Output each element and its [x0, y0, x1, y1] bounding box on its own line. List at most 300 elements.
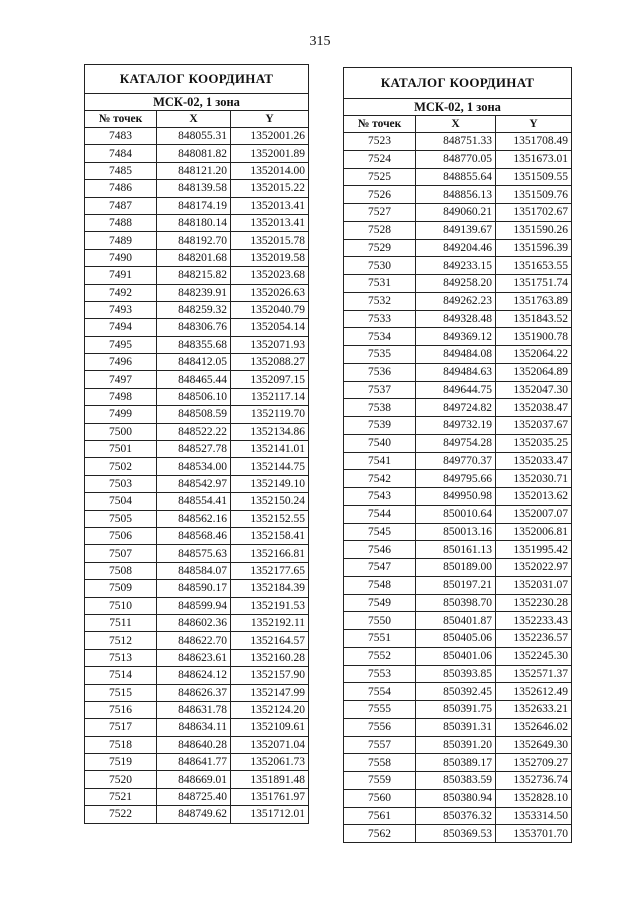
table-row: [344, 807, 572, 825]
table-row: [85, 458, 309, 475]
table-row: [85, 580, 309, 597]
table-row: [85, 336, 309, 353]
point-number-cell: 7544: [344, 505, 416, 523]
table-row: [344, 665, 572, 683]
point-number-cell: 7484: [85, 145, 157, 162]
y-coordinate-cell: 1351843.52: [496, 310, 572, 328]
point-number-cell: 7515: [85, 684, 157, 701]
table-body: [85, 128, 309, 824]
x-coordinate-cell: 850010.64: [416, 505, 496, 523]
table-row: [85, 284, 309, 301]
point-number-cell: 7532: [344, 292, 416, 310]
point-number-cell: 7488: [85, 214, 157, 231]
x-coordinate-cell: 850393.85: [416, 665, 496, 683]
x-coordinate-cell: 848554.41: [157, 493, 231, 510]
y-coordinate-cell: 1353701.70: [496, 825, 572, 843]
y-coordinate-cell: 1351509.55: [496, 168, 572, 186]
y-coordinate-cell: 1352157.90: [231, 667, 309, 684]
x-coordinate-cell: 848640.28: [157, 736, 231, 753]
y-coordinate-cell: 1352736.74: [496, 772, 572, 790]
y-coordinate-cell: 1352124.20: [231, 701, 309, 718]
y-coordinate-cell: 1351590.26: [496, 221, 572, 239]
coordinate-catalog-table: [84, 64, 309, 824]
point-number-cell: 7519: [85, 754, 157, 771]
table-row: [85, 128, 309, 145]
point-number-cell: 7501: [85, 441, 157, 458]
table-row: [85, 632, 309, 649]
point-number-cell: 7499: [85, 406, 157, 423]
table-row: [344, 488, 572, 506]
coordinate-system-zone: МСК-02, 1 зона: [344, 99, 572, 116]
y-coordinate-cell: 1352646.02: [496, 718, 572, 736]
x-coordinate-cell: 850389.17: [416, 754, 496, 772]
y-coordinate-cell: 1352191.53: [231, 597, 309, 614]
x-coordinate-cell: 848562.16: [157, 510, 231, 527]
x-coordinate-cell: 849795.66: [416, 470, 496, 488]
x-coordinate-cell: 848641.77: [157, 754, 231, 771]
x-coordinate-cell: 848081.82: [157, 145, 231, 162]
point-number-cell: 7559: [344, 772, 416, 790]
x-coordinate-cell: 850392.45: [416, 683, 496, 701]
table-row: [344, 204, 572, 222]
table-row: [85, 736, 309, 753]
x-coordinate-cell: 848669.01: [157, 771, 231, 788]
y-coordinate-cell: 1352022.97: [496, 559, 572, 577]
x-coordinate-cell: 848622.70: [157, 632, 231, 649]
x-coordinate-cell: 848522.22: [157, 423, 231, 440]
y-coordinate-cell: 1352709.27: [496, 754, 572, 772]
point-number-cell: 7496: [85, 354, 157, 371]
y-coordinate-cell: 1352233.43: [496, 612, 572, 630]
x-coordinate-cell: 848568.46: [157, 527, 231, 544]
y-coordinate-cell: 1352097.15: [231, 371, 309, 388]
x-coordinate-cell: 848856.13: [416, 186, 496, 204]
x-coordinate-cell: 849369.12: [416, 328, 496, 346]
y-coordinate-cell: 1352134.86: [231, 423, 309, 440]
point-number-cell: 7531: [344, 275, 416, 293]
point-number-cell: 7552: [344, 647, 416, 665]
point-number-cell: 7500: [85, 423, 157, 440]
x-coordinate-cell: 848751.33: [416, 133, 496, 151]
y-coordinate-cell: 1352184.39: [231, 580, 309, 597]
table-row: [85, 180, 309, 197]
point-number-cell: 7535: [344, 346, 416, 364]
x-coordinate-cell: 848599.94: [157, 597, 231, 614]
table-row: [85, 719, 309, 736]
table-row: [85, 162, 309, 179]
catalog-title: КАТАЛОГ КООРДИНАТ: [85, 65, 309, 94]
y-coordinate-cell: 1352192.11: [231, 614, 309, 631]
table-row: [85, 806, 309, 823]
point-number-cell: 7508: [85, 562, 157, 579]
table-row: [344, 825, 572, 843]
table-row: [85, 301, 309, 318]
y-coordinate-cell: 1351900.78: [496, 328, 572, 346]
table-row: [85, 232, 309, 249]
x-coordinate-cell: 848584.07: [157, 562, 231, 579]
point-number-cell: 7529: [344, 239, 416, 257]
table-row: [85, 319, 309, 336]
y-coordinate-cell: 1352064.89: [496, 363, 572, 381]
x-coordinate-cell: 848631.78: [157, 701, 231, 718]
x-coordinate-cell: 848527.78: [157, 441, 231, 458]
x-coordinate-cell: 848623.61: [157, 649, 231, 666]
page-number: 315: [309, 34, 331, 49]
point-number-cell: 7528: [344, 221, 416, 239]
point-number-cell: 7538: [344, 399, 416, 417]
y-coordinate-cell: 1352571.37: [496, 665, 572, 683]
table-row: [344, 541, 572, 559]
y-coordinate-cell: 1352160.28: [231, 649, 309, 666]
table-row: [85, 475, 309, 492]
point-number-cell: 7554: [344, 683, 416, 701]
y-coordinate-cell: 1351712.01: [231, 806, 309, 823]
point-number-cell: 7541: [344, 452, 416, 470]
x-coordinate-cell: 850369.53: [416, 825, 496, 843]
table-row: [85, 249, 309, 266]
y-coordinate-cell: 1352152.55: [231, 510, 309, 527]
x-coordinate-cell: 849950.98: [416, 488, 496, 506]
x-coordinate-cell: 848506.10: [157, 388, 231, 405]
x-coordinate-cell: 850405.06: [416, 630, 496, 648]
table-row: [85, 371, 309, 388]
table-row: [85, 788, 309, 805]
point-number-cell: 7503: [85, 475, 157, 492]
point-number-cell: 7536: [344, 363, 416, 381]
y-coordinate-cell: 1351673.01: [496, 150, 572, 168]
x-coordinate-cell: 850401.87: [416, 612, 496, 630]
x-coordinate-cell: 848725.40: [157, 788, 231, 805]
table-row: [344, 292, 572, 310]
y-coordinate-cell: 1352014.00: [231, 162, 309, 179]
table-row: [344, 310, 572, 328]
point-number-cell: 7523: [344, 133, 416, 151]
table-row: [344, 346, 572, 364]
table-row: [344, 239, 572, 257]
table-row: [85, 493, 309, 510]
y-coordinate-cell: 1351596.39: [496, 239, 572, 257]
table-row: [85, 197, 309, 214]
y-coordinate-cell: 1353314.50: [496, 807, 572, 825]
y-coordinate-cell: 1351761.97: [231, 788, 309, 805]
y-coordinate-cell: 1352006.81: [496, 523, 572, 541]
catalog-title: КАТАЛОГ КООРДИНАТ: [344, 68, 572, 99]
point-number-cell: 7537: [344, 381, 416, 399]
column-header-x: X: [157, 111, 231, 128]
column-header-y: Y: [231, 111, 309, 128]
x-coordinate-cell: 850398.70: [416, 594, 496, 612]
table-row: [85, 597, 309, 614]
point-number-cell: 7530: [344, 257, 416, 275]
x-coordinate-cell: 848770.05: [416, 150, 496, 168]
x-coordinate-cell: 848624.12: [157, 667, 231, 684]
x-coordinate-cell: 848602.36: [157, 614, 231, 631]
x-coordinate-cell: 849258.20: [416, 275, 496, 293]
point-number-cell: 7556: [344, 718, 416, 736]
coordinate-system-zone: МСК-02, 1 зона: [85, 94, 309, 111]
x-coordinate-cell: 849328.48: [416, 310, 496, 328]
x-coordinate-cell: 848542.97: [157, 475, 231, 492]
x-coordinate-cell: 850383.59: [416, 772, 496, 790]
point-number-cell: 7549: [344, 594, 416, 612]
y-coordinate-cell: 1351509.76: [496, 186, 572, 204]
y-coordinate-cell: 1352031.07: [496, 576, 572, 594]
table-row: [344, 452, 572, 470]
table-row: [344, 630, 572, 648]
table-row: [344, 789, 572, 807]
point-number-cell: 7555: [344, 701, 416, 719]
point-number-cell: 7514: [85, 667, 157, 684]
y-coordinate-cell: 1351995.42: [496, 541, 572, 559]
y-coordinate-cell: 1352001.89: [231, 145, 309, 162]
y-coordinate-cell: 1351702.67: [496, 204, 572, 222]
x-coordinate-cell: 850189.00: [416, 559, 496, 577]
point-number-cell: 7493: [85, 301, 157, 318]
point-number-cell: 7547: [344, 559, 416, 577]
y-coordinate-cell: 1352015.78: [231, 232, 309, 249]
table-row: [344, 470, 572, 488]
x-coordinate-cell: 848412.05: [157, 354, 231, 371]
point-number-cell: 7557: [344, 736, 416, 754]
x-coordinate-cell: 848215.82: [157, 267, 231, 284]
point-number-cell: 7558: [344, 754, 416, 772]
x-coordinate-cell: 849754.28: [416, 434, 496, 452]
x-coordinate-cell: 850391.20: [416, 736, 496, 754]
table-row: [85, 771, 309, 788]
table-row: [344, 417, 572, 435]
table-row: [85, 701, 309, 718]
point-number-cell: 7527: [344, 204, 416, 222]
x-coordinate-cell: 848055.31: [157, 128, 231, 145]
y-coordinate-cell: 1352150.24: [231, 493, 309, 510]
table-row: [85, 545, 309, 562]
table-row: [344, 559, 572, 577]
y-coordinate-cell: 1352054.14: [231, 319, 309, 336]
y-coordinate-cell: 1352047.30: [496, 381, 572, 399]
point-number-cell: 7560: [344, 789, 416, 807]
y-coordinate-cell: 1352166.81: [231, 545, 309, 562]
point-number-cell: 7504: [85, 493, 157, 510]
table-row: [85, 527, 309, 544]
x-coordinate-cell: 849233.15: [416, 257, 496, 275]
table-row: [344, 221, 572, 239]
x-coordinate-cell: 848121.20: [157, 162, 231, 179]
table-row: [85, 406, 309, 423]
y-coordinate-cell: 1352236.57: [496, 630, 572, 648]
y-coordinate-cell: 1352035.25: [496, 434, 572, 452]
y-coordinate-cell: 1352001.26: [231, 128, 309, 145]
table-row: [344, 576, 572, 594]
point-number-cell: 7526: [344, 186, 416, 204]
point-number-cell: 7502: [85, 458, 157, 475]
y-coordinate-cell: 1352015.22: [231, 180, 309, 197]
x-coordinate-cell: 848192.70: [157, 232, 231, 249]
table-row: [344, 381, 572, 399]
table-row: [344, 505, 572, 523]
table-row: [344, 736, 572, 754]
point-number-cell: 7485: [85, 162, 157, 179]
x-coordinate-cell: 849724.82: [416, 399, 496, 417]
table-row: [85, 684, 309, 701]
x-coordinate-cell: 850161.13: [416, 541, 496, 559]
table-row: [344, 718, 572, 736]
point-number-cell: 7524: [344, 150, 416, 168]
point-number-cell: 7487: [85, 197, 157, 214]
table-row: [85, 441, 309, 458]
x-coordinate-cell: 849484.63: [416, 363, 496, 381]
y-coordinate-cell: 1351891.48: [231, 771, 309, 788]
point-number-cell: 7483: [85, 128, 157, 145]
column-header-y: Y: [496, 116, 572, 133]
x-coordinate-cell: 849139.67: [416, 221, 496, 239]
table-row: [344, 363, 572, 381]
point-number-cell: 7539: [344, 417, 416, 435]
point-number-cell: 7525: [344, 168, 416, 186]
y-coordinate-cell: 1352037.67: [496, 417, 572, 435]
x-coordinate-cell: 849770.37: [416, 452, 496, 470]
point-number-cell: 7486: [85, 180, 157, 197]
table-row: [344, 328, 572, 346]
x-coordinate-cell: 850380.94: [416, 789, 496, 807]
y-coordinate-cell: 1352019.58: [231, 249, 309, 266]
column-header-point-number: № точек: [344, 116, 416, 133]
table-row: [344, 399, 572, 417]
point-number-cell: 7507: [85, 545, 157, 562]
x-coordinate-cell: 848259.32: [157, 301, 231, 318]
x-coordinate-cell: 849732.19: [416, 417, 496, 435]
y-coordinate-cell: 1352117.14: [231, 388, 309, 405]
x-coordinate-cell: 848749.62: [157, 806, 231, 823]
point-number-cell: 7553: [344, 665, 416, 683]
table-row: [344, 594, 572, 612]
x-coordinate-cell: 850013.16: [416, 523, 496, 541]
y-coordinate-cell: 1352141.01: [231, 441, 309, 458]
table-row: [85, 214, 309, 231]
table-row: [85, 267, 309, 284]
x-coordinate-cell: 848139.58: [157, 180, 231, 197]
y-coordinate-cell: 1352144.75: [231, 458, 309, 475]
x-coordinate-cell: 849060.21: [416, 204, 496, 222]
point-number-cell: 7511: [85, 614, 157, 631]
point-number-cell: 7492: [85, 284, 157, 301]
table-row: [85, 145, 309, 162]
x-coordinate-cell: 850391.75: [416, 701, 496, 719]
coordinate-catalog-table: [343, 67, 572, 843]
table-row: [85, 562, 309, 579]
table-row: [85, 754, 309, 771]
point-number-cell: 7489: [85, 232, 157, 249]
point-number-cell: 7522: [85, 806, 157, 823]
table-row: [344, 683, 572, 701]
table-row: [344, 133, 572, 151]
y-coordinate-cell: 1352007.07: [496, 505, 572, 523]
table-row: [85, 667, 309, 684]
x-coordinate-cell: 850391.31: [416, 718, 496, 736]
y-coordinate-cell: 1352649.30: [496, 736, 572, 754]
y-coordinate-cell: 1352040.79: [231, 301, 309, 318]
y-coordinate-cell: 1352147.99: [231, 684, 309, 701]
table-row: [344, 186, 572, 204]
table-row: [85, 423, 309, 440]
y-coordinate-cell: 1352013.41: [231, 214, 309, 231]
point-number-cell: 7517: [85, 719, 157, 736]
x-coordinate-cell: 848634.11: [157, 719, 231, 736]
x-coordinate-cell: 848534.00: [157, 458, 231, 475]
point-number-cell: 7510: [85, 597, 157, 614]
y-coordinate-cell: 1352612.49: [496, 683, 572, 701]
point-number-cell: 7498: [85, 388, 157, 405]
y-coordinate-cell: 1352071.04: [231, 736, 309, 753]
y-coordinate-cell: 1351708.49: [496, 133, 572, 151]
x-coordinate-cell: 848201.68: [157, 249, 231, 266]
x-coordinate-cell: 848855.64: [416, 168, 496, 186]
point-number-cell: 7491: [85, 267, 157, 284]
y-coordinate-cell: 1352026.63: [231, 284, 309, 301]
column-header-point-number: № точек: [85, 111, 157, 128]
y-coordinate-cell: 1352230.28: [496, 594, 572, 612]
table-row: [344, 772, 572, 790]
point-number-cell: 7518: [85, 736, 157, 753]
x-coordinate-cell: 848180.14: [157, 214, 231, 231]
point-number-cell: 7542: [344, 470, 416, 488]
y-coordinate-cell: 1352149.10: [231, 475, 309, 492]
y-coordinate-cell: 1351653.55: [496, 257, 572, 275]
point-number-cell: 7533: [344, 310, 416, 328]
column-header-x: X: [416, 116, 496, 133]
table-row: [344, 275, 572, 293]
table-row: [85, 354, 309, 371]
point-number-cell: 7550: [344, 612, 416, 630]
point-number-cell: 7506: [85, 527, 157, 544]
y-coordinate-cell: 1352158.41: [231, 527, 309, 544]
point-number-cell: 7497: [85, 371, 157, 388]
x-coordinate-cell: 849262.23: [416, 292, 496, 310]
x-coordinate-cell: 850401.06: [416, 647, 496, 665]
x-coordinate-cell: 848508.59: [157, 406, 231, 423]
point-number-cell: 7546: [344, 541, 416, 559]
point-number-cell: 7513: [85, 649, 157, 666]
table-row: [85, 510, 309, 527]
table-row: [344, 150, 572, 168]
table-row: [344, 434, 572, 452]
x-coordinate-cell: 848626.37: [157, 684, 231, 701]
point-number-cell: 7505: [85, 510, 157, 527]
point-number-cell: 7551: [344, 630, 416, 648]
y-coordinate-cell: 1352164.57: [231, 632, 309, 649]
x-coordinate-cell: 849644.75: [416, 381, 496, 399]
y-coordinate-cell: 1352071.93: [231, 336, 309, 353]
table-row: [85, 388, 309, 405]
point-number-cell: 7516: [85, 701, 157, 718]
y-coordinate-cell: 1352088.27: [231, 354, 309, 371]
point-number-cell: 7521: [85, 788, 157, 805]
table-body: [344, 133, 572, 843]
y-coordinate-cell: 1352061.73: [231, 754, 309, 771]
x-coordinate-cell: 848174.19: [157, 197, 231, 214]
table-row: [344, 612, 572, 630]
point-number-cell: 7495: [85, 336, 157, 353]
y-coordinate-cell: 1352245.30: [496, 647, 572, 665]
x-coordinate-cell: 850197.21: [416, 576, 496, 594]
y-coordinate-cell: 1352119.70: [231, 406, 309, 423]
point-number-cell: 7545: [344, 523, 416, 541]
y-coordinate-cell: 1352177.65: [231, 562, 309, 579]
point-number-cell: 7534: [344, 328, 416, 346]
table-row: [85, 614, 309, 631]
table-row: [344, 754, 572, 772]
y-coordinate-cell: 1352633.21: [496, 701, 572, 719]
y-coordinate-cell: 1352109.61: [231, 719, 309, 736]
